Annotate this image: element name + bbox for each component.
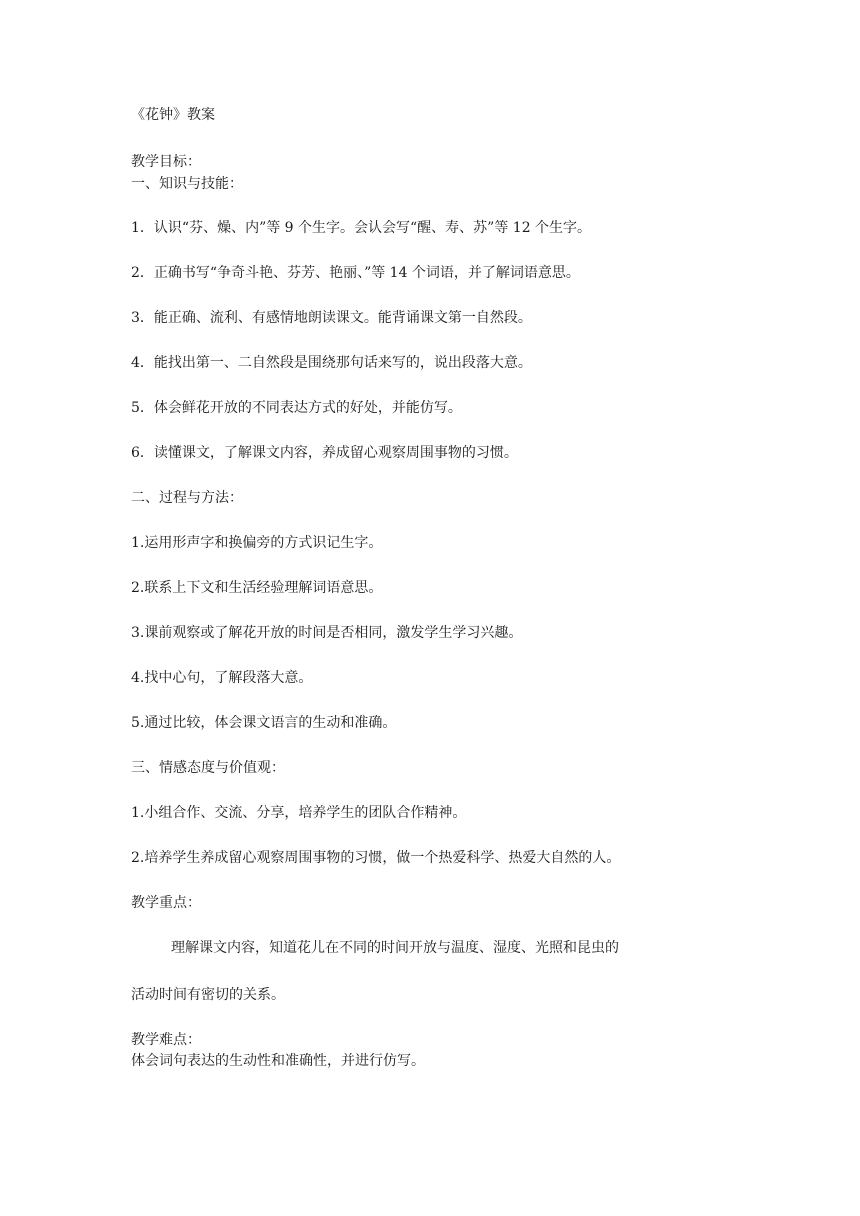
- list-item: 1.运用形声字和换偏旁的方式识记生字。: [131, 535, 383, 551]
- section-heading-knowledge: 一、知识与技能：: [131, 176, 243, 192]
- key-points-heading: 教学重点：: [131, 895, 201, 911]
- list-item: 2.培养学生养成留心观察周围事物的习惯，做一个热爱科学、热爱大自然的人。: [131, 850, 621, 866]
- document-title: 《花钟》教案: [131, 107, 215, 123]
- list-item: 2．正确书写“争奇斗艳、芬芳、艳丽、”等 14 个词语，并了解词语意思。: [131, 265, 580, 281]
- difficulties-heading: 教学难点：: [131, 1032, 201, 1048]
- list-item: 3．能正确、流利、有感情地朗读课文。能背诵课文第一自然段。: [131, 310, 532, 326]
- difficulties-text: 体会词句表达的生动性和准确性，并进行仿写。: [131, 1053, 425, 1069]
- list-item: 4．能找出第一、二自然段是围绕那句话来写的，说出段落大意。: [131, 355, 532, 371]
- list-item: 5.通过比较，体会课文语言的生动和准确。: [131, 715, 397, 731]
- section-heading-process: 二、过程与方法：: [131, 490, 243, 506]
- key-points-text-line1: 理解课文内容，知道花儿在不同的时间开放与温度、湿度、光照和昆虫的: [171, 940, 619, 956]
- list-item: 5．体会鲜花开放的不同表达方式的好处，并能仿写。: [131, 400, 462, 416]
- list-item: 6．读懂课文，了解课文内容，养成留心观察周围事物的习惯。: [131, 445, 518, 461]
- list-item: 3.课前观察或了解花开放的时间是否相同，激发学生学习兴趣。: [131, 625, 523, 641]
- list-item: 4.找中心句，了解段落大意。: [131, 670, 313, 686]
- key-points-text-line2: 活动时间有密切的关系。: [131, 987, 285, 1003]
- list-item: 2.联系上下文和生活经验理解词语意思。: [131, 580, 383, 596]
- list-item: 1．认识“芬、燥、内”等 9 个生字。会认会写“醒、寿、苏”等 12 个生字。: [131, 220, 592, 236]
- list-item: 1.小组合作、交流、分享，培养学生的团队合作精神。: [131, 805, 467, 821]
- objectives-heading: 教学目标：: [131, 154, 201, 170]
- section-heading-attitude: 三、情感态度与价值观：: [131, 760, 285, 776]
